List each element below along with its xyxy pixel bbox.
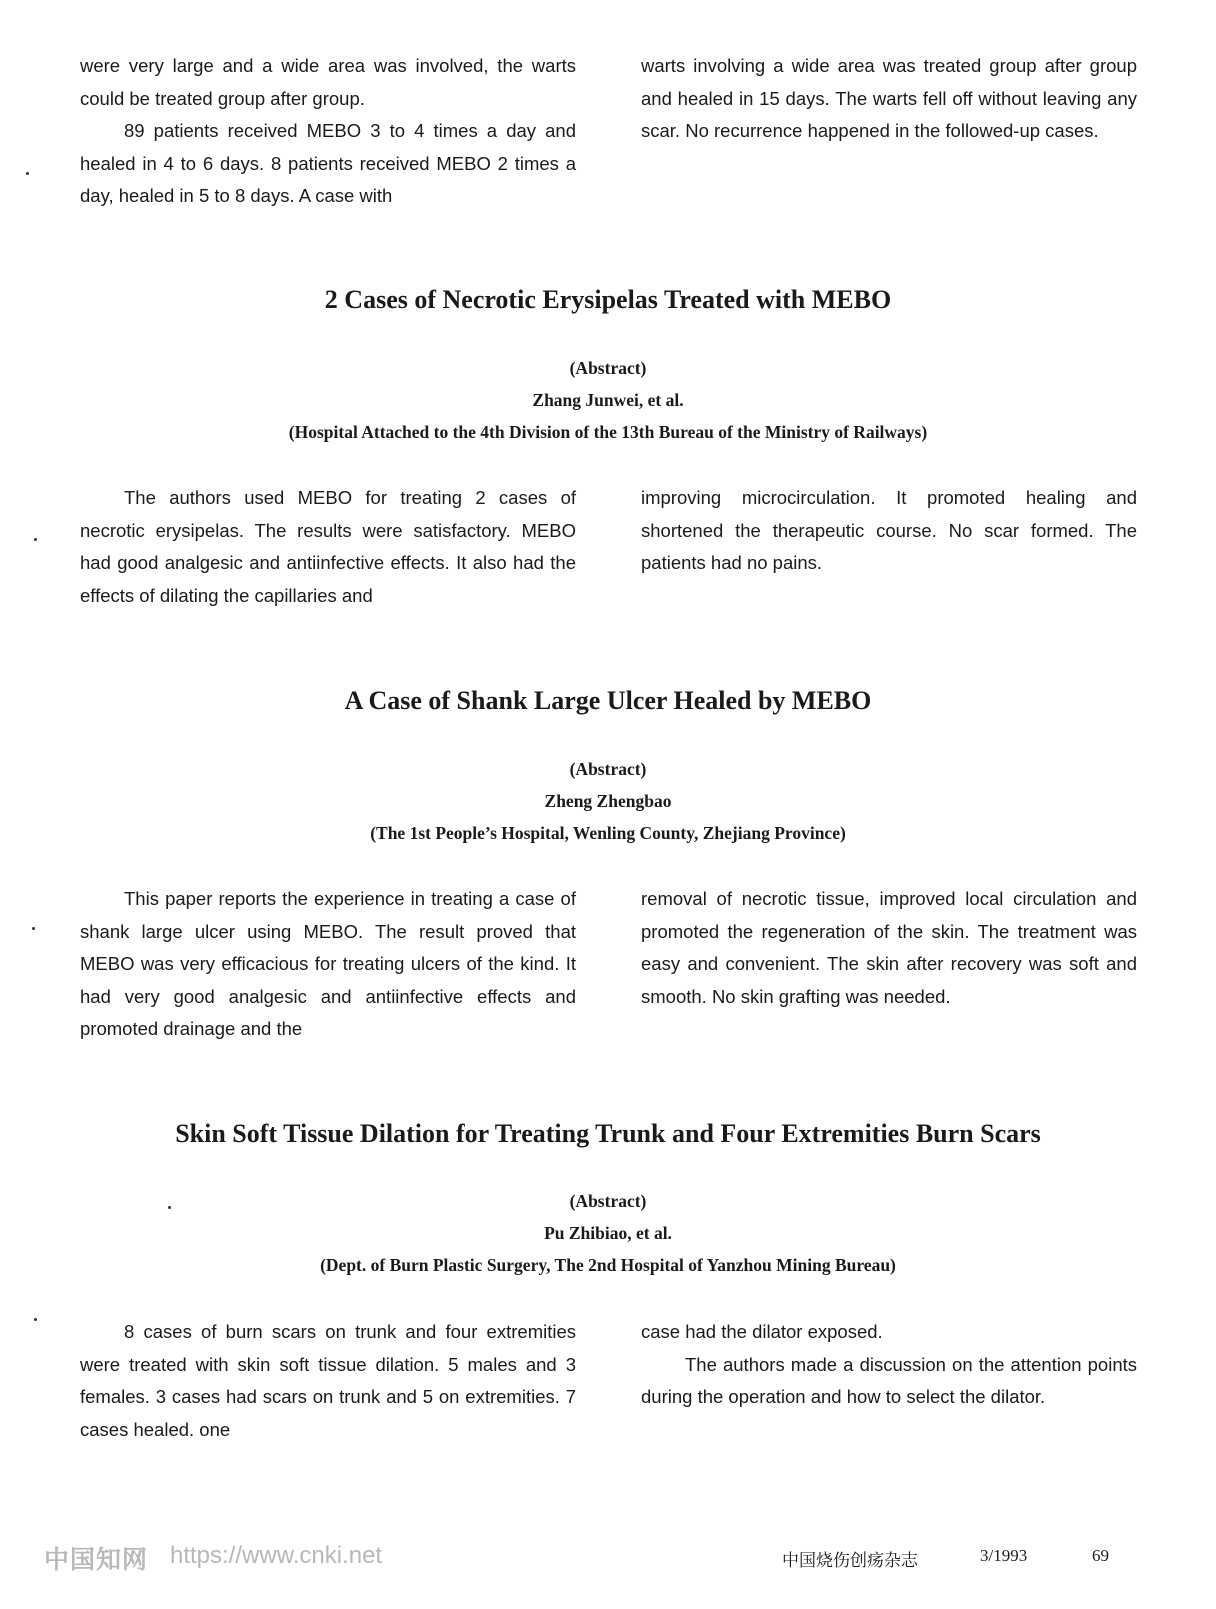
article-affiliation: (Hospital Attached to the 4th Division of the 13th Bureau of the Ministry of Railways) — [288, 422, 928, 442]
scan-speck — [26, 172, 29, 175]
abstract-label: (Abstract) — [569, 358, 647, 378]
scan-speck — [32, 927, 35, 930]
article-authors: Pu Zhibiao, et al. — [544, 1223, 672, 1243]
cnki-watermark-logo: 中国知网 — [44, 1545, 149, 1574]
top-right-column — [641, 50, 1137, 148]
article-right-column — [641, 883, 1137, 1013]
article-title: A Case of Shank Large Ulcer Healed by MEBO — [344, 686, 872, 715]
article-title: Skin Soft Tissue Dilation for Treating Trunk and Four Extremities Burn Scars — [175, 1119, 1041, 1148]
article-affiliation: (Dept. of Burn Plastic Surgery, The 2nd Hospital of Yanzhou Mining Bureau) — [320, 1255, 896, 1275]
article-left-column — [80, 1316, 576, 1446]
article-authors: Zhang Junwei, et al. — [532, 390, 684, 410]
paragraph: warts involving a wide area was treated group after group and healed in 15 days. The warts fell off without leaving any scar. No recurrence happened in the followed-up cases. — [641, 55, 1137, 141]
paragraph: removal of necrotic tissue, improved local circulation and promoted the regeneration of the skin. The treatment was easy and convenient. The skin after recovery was soft and smooth. No skin grafting was needed. — [641, 888, 1137, 1007]
scan-speck — [34, 1318, 37, 1321]
page-number: 69 — [1092, 1546, 1109, 1565]
article-left-column — [80, 482, 576, 612]
abstract-label: (Abstract) — [569, 759, 647, 779]
article-right-column — [641, 482, 1137, 580]
paragraph: This paper reports the experience in treating a case of shank large ulcer using MEBO. The result proved that MEBO was very efficacious for treating ulcers of the kind. It had very good analgesic and antiinfective effects and promoted drainage and the — [80, 888, 576, 1039]
cnki-watermark-url: https://www.cnki.net — [170, 1542, 383, 1569]
article-authors: Zheng Zhengbao — [544, 791, 672, 811]
paragraph: The authors made a discussion on the attention points during the operation and how to select the dilator. — [641, 1353, 1137, 1407]
article-left-column — [80, 883, 576, 1046]
abstract-label: (Abstract) — [569, 1191, 647, 1211]
article-affiliation: (The 1st People’s Hospital, Wenling County, Zhejiang Province) — [370, 823, 846, 843]
article-title: 2 Cases of Necrotic Erysipelas Treated with MEBO — [324, 285, 892, 314]
paragraph: case had the dilator exposed. — [641, 1321, 883, 1342]
paragraph: improving microcirculation. It promoted healing and shortened the therapeutic course. No scar formed. The patients had no pains. — [641, 487, 1137, 573]
paragraph: 8 cases of burn scars on trunk and four extremities were treated with skin soft tissue dilation. 5 males and 3 females. 3 cases had scars on trunk and 5 on extremities. 7 cases healed. one — [80, 1321, 576, 1440]
paragraph: 89 patients received MEBO 3 to 4 times a day and healed in 4 to 6 days. 8 patients received MEBO 2 times a day, healed in 5 to 8 days. A case with — [80, 120, 576, 206]
scan-speck — [34, 538, 37, 541]
top-left-column — [80, 50, 576, 213]
paragraph: The authors used MEBO for treating 2 cases of necrotic erysipelas. The results were satisfactory. MEBO had good analgesic and antiinfective effects. It also had the effects of dilating the capillaries and — [80, 487, 576, 606]
article-right-column — [641, 1316, 1137, 1414]
journal-name: 中国烧伤创疡杂志 — [782, 1551, 918, 1571]
scan-speck — [168, 1206, 171, 1209]
paragraph: were very large and a wide area was involved, the warts could be treated group after group. — [80, 55, 576, 109]
issue-number: 3/1993 — [980, 1546, 1028, 1565]
